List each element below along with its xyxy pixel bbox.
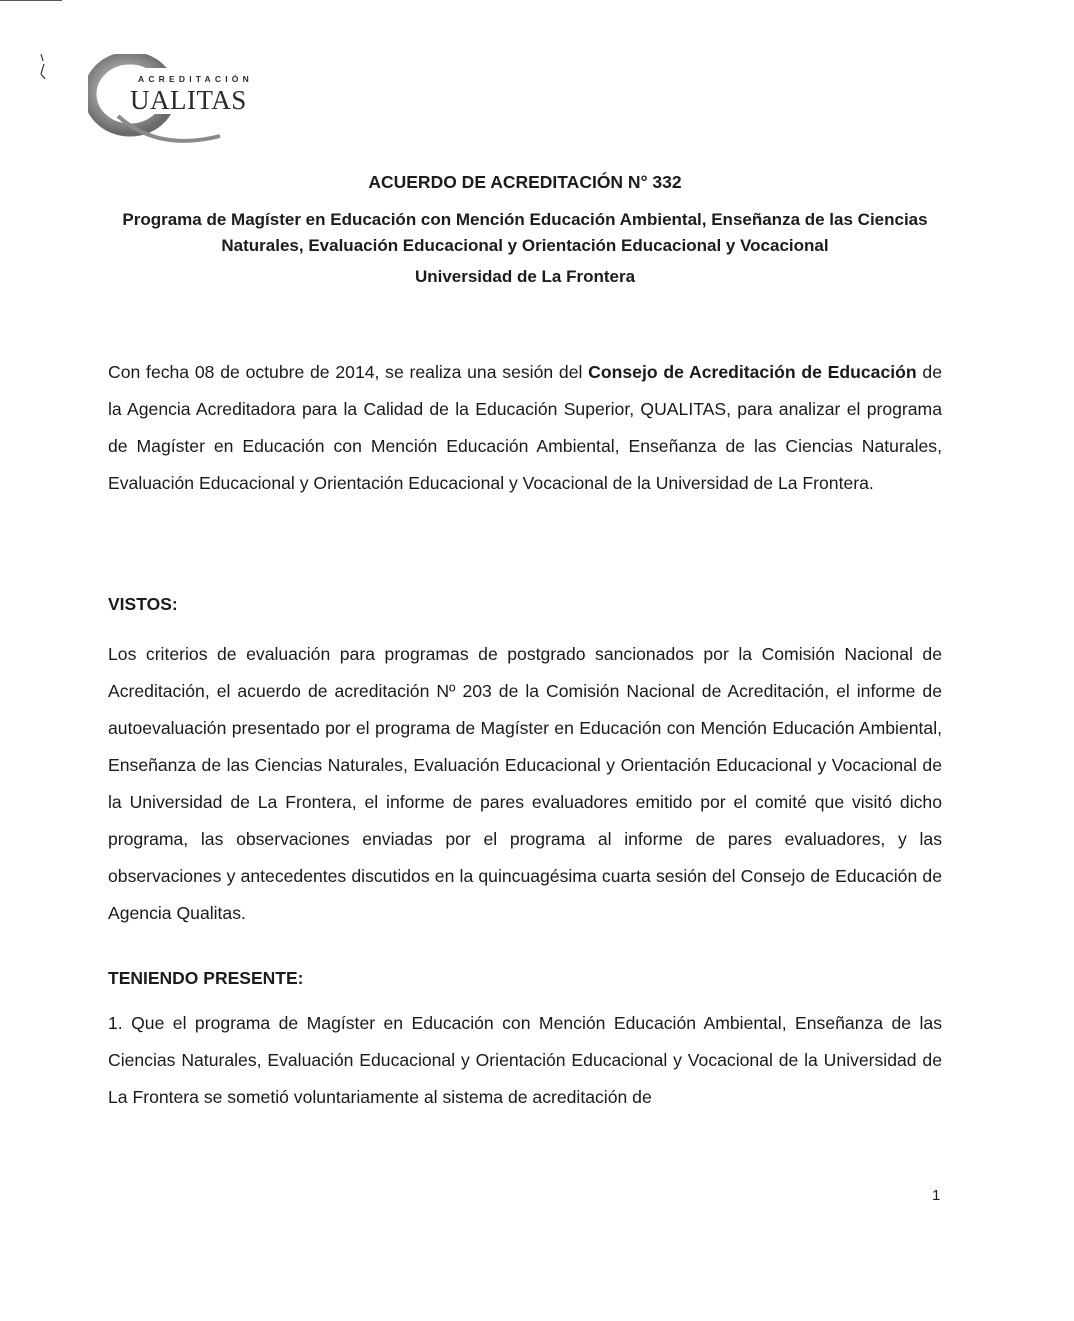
logo-acreditacion-text: ACREDITACIÓN [138, 74, 253, 84]
scan-artifact-mark [38, 52, 48, 82]
page-number: 1 [932, 1187, 941, 1204]
council-name: Consejo de Acreditación de Educación [588, 362, 917, 382]
vistos-paragraph: Los criterios de evaluación para programas de postgrado sancionados por la Comisión Nacional de Acreditación, el acuerdo de acreditación Nº 203 de la Comisión Nacional de Acreditación, el informe de autoevaluación presentado por el programa de Magíster en Educación con Mención Educación Ambiental, Enseñanza de las Ciencias Naturales, Evaluación Educacional y Orientación Educacional y Vocacional de la Universidad de La Frontera, el informe de pares evaluadores emitido por el comité que visitó dicho programa, las observaciones enviadas por el programa al informe de pares evaluadores, y las observaciones y antecedentes discutidos en la quincuagésima cuarta sesión del Consejo de Educación de Agencia Qualitas. [108, 644, 942, 923]
intro-text-end: de la Agencia Acreditadora para la Calidad de la Educación Superior, QUALITAS, para analizar el programa de Magíster en Educación con Mención Educación Ambiental, Enseñanza de las Ciencias Naturales, Evaluación Educacional y Orientación Educacional y Vocacional de la Universidad de La Frontera. [108, 362, 942, 493]
intro-paragraph [108, 354, 942, 502]
qualitas-logo [88, 54, 288, 154]
agreement-title: ACUERDO DE ACREDITACIÓN N° 332 [368, 172, 682, 192]
scan-edge-line [0, 0, 62, 1]
intro-text-start: Con fecha 08 de octubre de 2014, se realiza una sesión del [108, 362, 589, 382]
teniendo-item-1: 1. Que el programa de Magíster en Educación con Mención Educación Ambiental, Enseñanza de las Ciencias Naturales, Evaluación Educacional y Orientación Educacional y Vocacional de la Universidad de La Frontera se sometió voluntariamente al sistema de acreditación de [108, 1013, 942, 1107]
vistos-heading: VISTOS: [108, 594, 178, 614]
university-name: Universidad de La Frontera [414, 267, 636, 286]
program-name: Programa de Magíster en Educación con Mención Educación Ambiental, Enseñanza de las Ciencias Naturales, Evaluación Educacional y Orientación Educacional y Vocacional [122, 210, 928, 255]
logo-qualitas-text: UALITAS [130, 85, 247, 115]
teniendo-presente-heading: TENIENDO PRESENTE: [108, 968, 304, 988]
